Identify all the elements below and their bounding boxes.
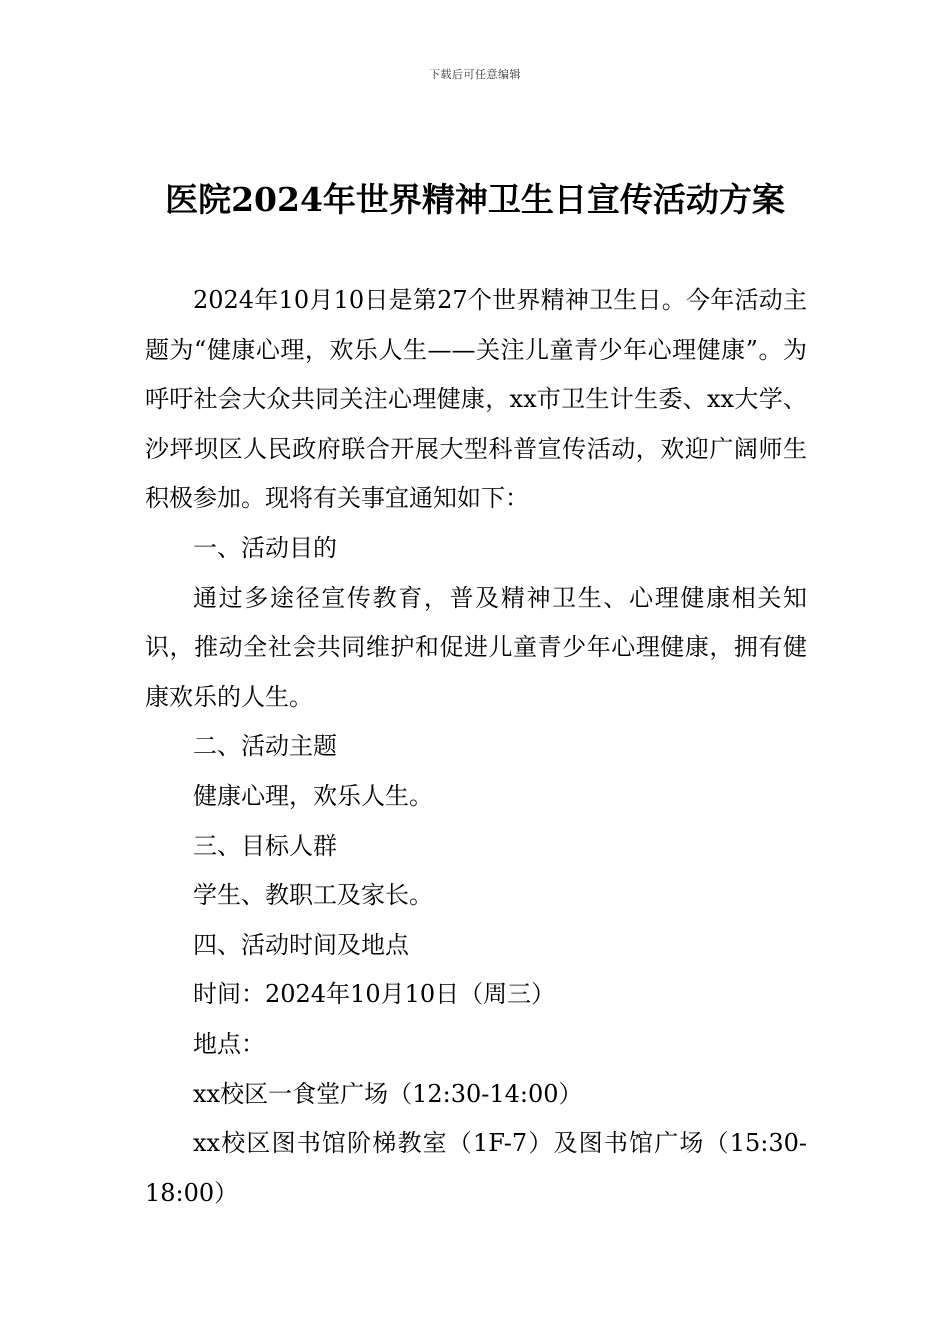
intro-paragraph: 2024年10月10日是第27个世界精神卫生日。今年活动主题为“健康心理，欢乐人生——关注儿童青少年心理健康”。为呼吁社会大众共同关注心理健康，xx市卫生计生委、xx大学、沙坪坝区人民政府联合开展大型科普宣传活动，欢迎广阔师生积极参加。现将有关事宜通知如下：	[145, 286, 807, 513]
section-heading-theme: 二、活动主题	[193, 732, 337, 761]
place-item: xx校区一食堂广场（12:30-14:00）	[193, 1079, 583, 1108]
theme-paragraph: 健康心理，欢乐人生。	[193, 781, 433, 810]
section-heading-purpose: 一、活动目的	[193, 533, 337, 562]
document-title: 医院2024年世界精神卫生日宣传活动方案	[165, 180, 785, 219]
purpose-paragraph: 通过多途径宣传教育，普及精神卫生、心理健康相关知识，推动全社会共同维护和促进儿童青少年心理健康，拥有健康欢乐的人生。	[145, 583, 807, 711]
header-note: 下载后可任意编辑	[429, 68, 521, 81]
place-label: 地点：	[193, 1029, 265, 1058]
document-body	[145, 276, 807, 1218]
section-heading-audience: 三、目标人群	[193, 831, 337, 860]
audience-paragraph: 学生、教职工及家长。	[193, 881, 433, 910]
section-heading-time-place: 四、活动时间及地点	[193, 930, 409, 959]
time-paragraph: 时间：2024年10月10日（周三）	[193, 980, 556, 1009]
place-item: xx校区图书馆阶梯教室（1F-7）及图书馆广场（15:30-18:00）	[145, 1129, 807, 1207]
